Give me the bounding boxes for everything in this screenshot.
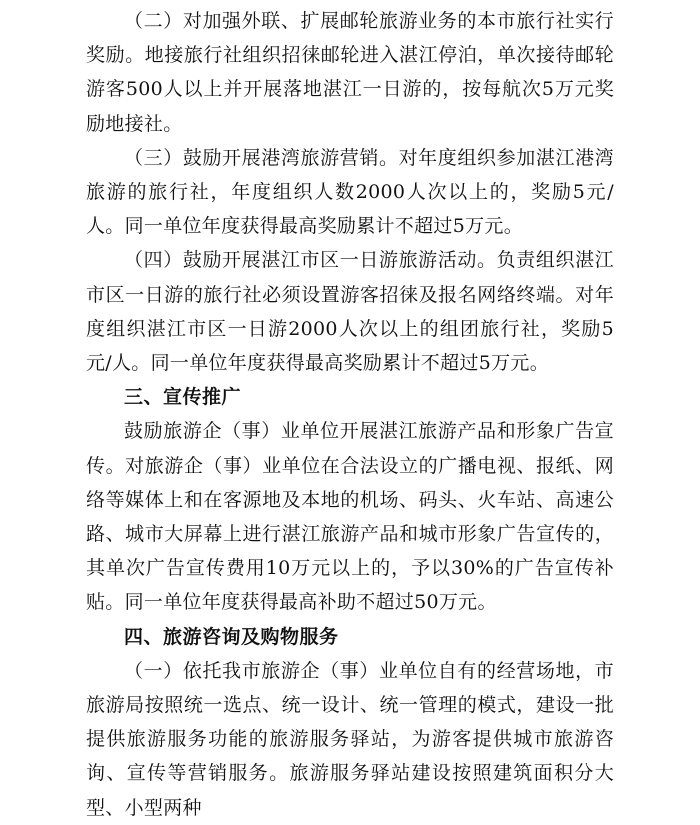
paragraph-harbor-marketing: （三）鼓励开展港湾旅游营销。对年度组织参加湛江港湾旅游的旅行社，年度组织人数2000人次以上的，奖励5元/人。同一单位年度获得最高奖励累计不超过5万元。 (86, 146, 614, 238)
section-heading-promotion: 三、宣传推广 (124, 386, 242, 409)
section-heading-consulting-shopping: 四、旅游咨询及购物服务 (124, 625, 339, 648)
paragraph-city-day-tour: （四）鼓励开展湛江市区一日游旅游活动。负责组织湛江市区一日游的旅行社必须设置游客招徕及报名网络终端。对年度组织湛江市区一日游2000人次以上的组团旅行社，奖励5元/人。同一单位年度获得最高奖励累计不超过5万元。 (86, 249, 614, 375)
paragraph-cruise-reward: （二）对加强外联、扩展邮轮旅游业务的本市旅行社实行奖励。地接旅行社组织招徕邮轮进入湛江停泊，单次接待邮轮游客500人以上并开展落地湛江一日游的，按每航次5万元奖励地接社。 (86, 10, 614, 135)
paragraph-advertising-subsidy: 鼓励旅游企（事）业单位开展湛江旅游产品和形象广告宣传。对旅游企（事）业单位在合法设立的广播电视、报纸、网络等媒体上和在客源地及本地的机场、码头、火车站、高速公路、城市大屏幕上进行湛江旅游产品和城市形象广告宣传的，其单次广告宣传费用10万元以上的，予以30%的广告宣传补贴。同一单位年度获得最高补助不超过50万元。 (86, 420, 614, 614)
paragraph-service-stations: （一）依托我市旅游企（事）业单位自有的经营场地，市旅游局按照统一选点、统一设计、统一管理的模式，建设一批提供旅游服务功能的旅游服务驿站，为游客提供城市旅游咨询、宣传等营销服务。旅游服务驿站建设按照建筑面积分大型、小型两种 (86, 659, 614, 819)
